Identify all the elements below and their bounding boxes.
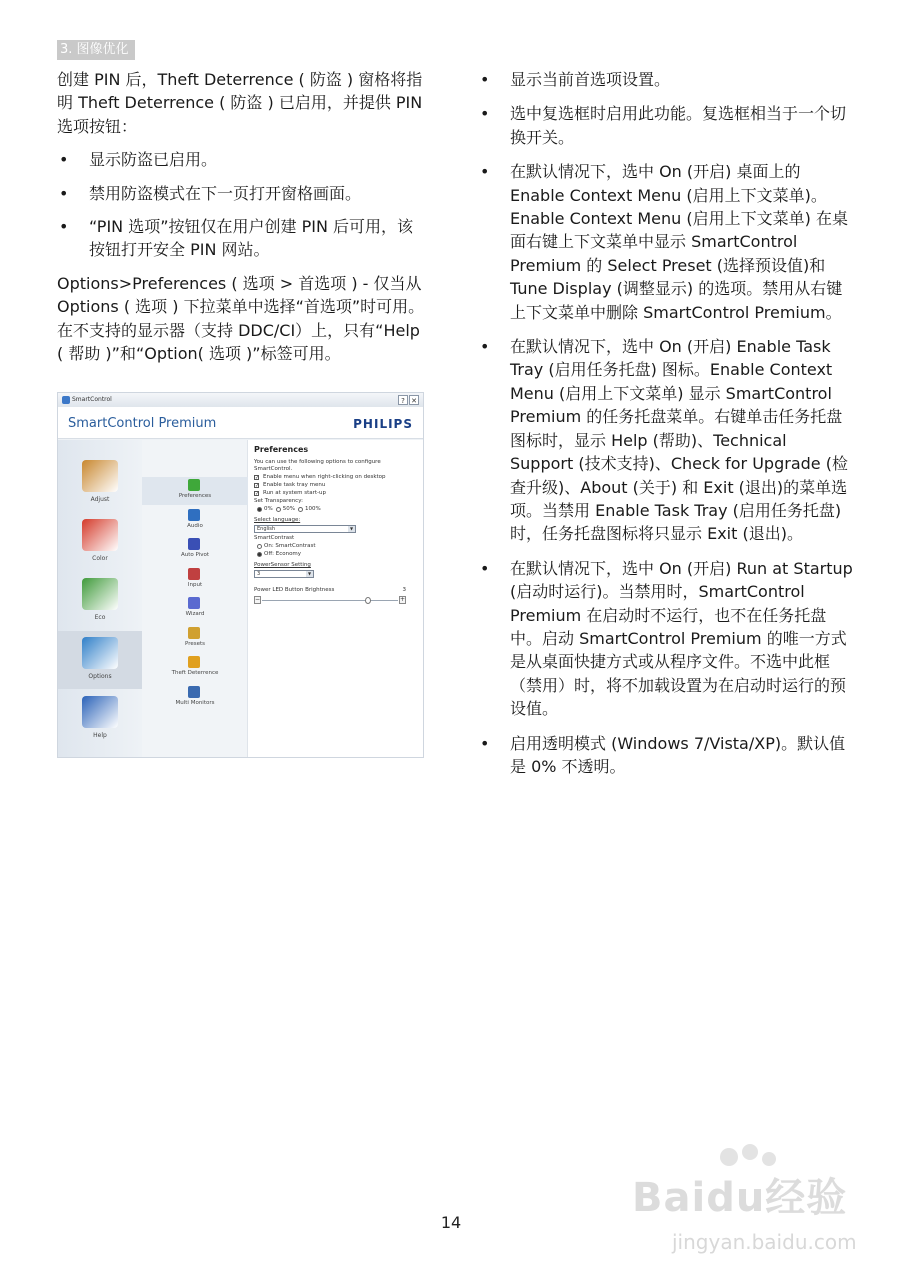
- left-column: [57, 68, 427, 365]
- language-select[interactable]: [254, 525, 356, 533]
- sub-item-label: Multi Monitors: [175, 699, 215, 706]
- input-icon: [188, 568, 200, 580]
- list-item: • 启用透明模式 (Windows 7/Vista/XP)。默认值是 0% 不透明。: [478, 732, 853, 779]
- baidu-watermark: [632, 1148, 862, 1268]
- nav-item-color[interactable]: [58, 513, 142, 571]
- close-button[interactable]: ✕: [409, 395, 419, 405]
- theft-deterrence-icon: [188, 656, 200, 668]
- panel-description: You can use the following options to configure SmartControl.: [254, 459, 381, 472]
- options-icon: [82, 637, 118, 669]
- checkbox-label: Run at system start-up: [263, 490, 326, 496]
- powersensor-label: PowerSensor Setting: [254, 562, 311, 568]
- presets-icon: [188, 627, 200, 639]
- radio-icon[interactable]: [257, 552, 262, 557]
- intro-paragraph: 创建 PIN 后，Theft Deterrence ( 防盗 ) 窗格将指明 Theft Deterrence ( 防盗 ) 已启用，并提供 PIN 选项按钮：: [57, 70, 423, 136]
- slider-track[interactable]: [262, 600, 398, 601]
- nav-sidebar: [58, 440, 142, 757]
- checkbox-task-tray[interactable]: [254, 482, 419, 489]
- options-heading: Options>Preferences ( 选项 > 首选项 ): [57, 273, 358, 293]
- checkbox-icon[interactable]: ✓: [255, 491, 260, 497]
- product-name: SmartControl Premium: [68, 416, 217, 431]
- led-brightness-label: Power LED Button Brightness: [254, 587, 335, 593]
- nav-item-help[interactable]: [58, 690, 142, 748]
- list-item: • 显示防盗已启用。: [57, 148, 427, 171]
- paw-icon: [762, 1152, 776, 1166]
- plus-icon[interactable]: +: [400, 596, 406, 603]
- color-icon: [82, 519, 118, 551]
- window-titlebar: [58, 393, 423, 407]
- led-brightness-row: [254, 587, 406, 594]
- checkbox-label: Enable task tray menu: [263, 482, 326, 488]
- minus-icon[interactable]: −: [255, 596, 261, 603]
- section-tag: 3. 图像优化: [57, 40, 135, 60]
- smartcontrol-window: [57, 392, 424, 758]
- sub-item-label: Auto Pivot: [180, 552, 210, 558]
- radio-label: 100%: [304, 506, 321, 512]
- sub-item-label: Input: [187, 581, 203, 588]
- language-label: Select language:: [254, 517, 301, 523]
- powersensor-value: 3: [257, 571, 261, 577]
- help-button[interactable]: ?: [398, 395, 408, 405]
- language-value: English: [257, 526, 276, 532]
- nav-item-label: Eco: [94, 614, 106, 621]
- sub-item-theft-deterrence[interactable]: [142, 654, 248, 682]
- auto-pivot-icon: [188, 538, 200, 550]
- radio-label: On: SmartContrast: [264, 543, 316, 549]
- paw-icon: [720, 1148, 738, 1166]
- smartcontrast-off-option[interactable]: [254, 551, 419, 558]
- watermark-url: jingyan.baidu.com: [672, 1230, 857, 1254]
- window-title: SmartControl: [72, 396, 112, 403]
- chevron-down-icon[interactable]: ▼: [349, 526, 354, 531]
- multi-monitors-icon: [188, 686, 200, 698]
- list-item: • 禁用防盗模式在下一页打开窗格画面。: [57, 182, 427, 205]
- sub-item-multi-monitors[interactable]: [142, 684, 248, 712]
- watermark-text: Baidu经验: [632, 1175, 848, 1221]
- wizard-icon: [188, 597, 200, 609]
- eco-icon: [82, 578, 118, 610]
- options-body: - 仅当从 Options ( 选项 ) 下拉菜单中选择“首选项”时可用。在不支持的显示器（支持 DDC/CI）上，只有“Help ( 帮助 )”和“Option( 选项 )”标签可用。: [57, 273, 425, 364]
- audio-icon: [188, 509, 200, 521]
- nav-item-label: Adjust: [90, 496, 110, 503]
- sub-item-preferences[interactable]: [142, 477, 248, 505]
- checkbox-context-menu[interactable]: [254, 474, 419, 481]
- page-number: 14: [440, 1213, 462, 1232]
- powersensor-select[interactable]: [254, 570, 314, 578]
- left-bullet-list: [57, 148, 427, 262]
- sub-item-wizard[interactable]: [142, 595, 248, 623]
- led-brightness-value: 3: [402, 587, 406, 593]
- sub-menu: [142, 440, 248, 757]
- list-item: • 在默认情况下，选中 On (开启) Enable Task Tray (启用任务托盘) 图标。Enable Context Menu (启用上下文菜单) 显示 SmartControl Premium 的任务托盘菜单。右键单击任务托盘图标时，显示 Help (帮助)、Technical Support (技术支持)、Check for Upgrade (检查升级)、About (关于) 和 Exit (退出)的菜单选项。当禁用 Enable Task Tray (启用任务托盘) 时，任务托盘图标将只显示 Exit (退出)。: [478, 335, 853, 546]
- app-icon: [62, 396, 70, 404]
- smartcontrast-label: SmartContrast: [254, 535, 295, 541]
- right-bullet-list: [478, 68, 853, 778]
- transparency-label: Set Transparency:: [254, 498, 303, 504]
- slider-thumb[interactable]: [365, 597, 371, 604]
- radio-icon[interactable]: [276, 507, 281, 512]
- sub-item-label: Theft Deterrence: [171, 670, 219, 676]
- list-item: • 显示当前首选项设置。: [478, 68, 853, 91]
- radio-icon[interactable]: [257, 507, 262, 512]
- paw-icon: [742, 1144, 758, 1160]
- chevron-down-icon[interactable]: ▼: [307, 571, 312, 576]
- help-icon: [82, 696, 118, 728]
- nav-item-adjust[interactable]: [58, 454, 142, 512]
- options-paragraph: [57, 272, 427, 366]
- sub-item-label: Presets: [184, 640, 205, 647]
- app-header: [58, 407, 423, 439]
- nav-item-options[interactable]: [58, 631, 142, 689]
- radio-icon[interactable]: [257, 544, 262, 549]
- preferences-icon: [188, 479, 200, 491]
- checkbox-icon[interactable]: ✓: [255, 475, 260, 481]
- preferences-panel: [254, 446, 419, 606]
- panel-title: Preferences: [254, 445, 309, 454]
- sub-item-input[interactable]: [142, 566, 248, 594]
- app-main: [58, 440, 423, 757]
- sub-item-label: Audio: [187, 522, 203, 529]
- checkbox-icon[interactable]: ✓: [255, 483, 260, 489]
- nav-item-label: Options: [88, 673, 112, 680]
- led-brightness-slider[interactable]: [254, 596, 406, 606]
- checkbox-label: Enable menu when right-clicking on desktop: [263, 474, 386, 480]
- sub-item-auto-pivot[interactable]: [142, 536, 248, 564]
- transparency-radio-group: [254, 506, 419, 513]
- radio-label: 50%: [282, 506, 295, 512]
- sub-item-audio[interactable]: [142, 507, 248, 535]
- list-item: • 在默认情况下，选中 On (开启) Run at Startup (启动时运行)。当禁用时，SmartControl Premium 在启动时不运行，也不在任务托盘中。启动 SmartControl Premium 的唯一方式是从桌面快捷方式或从程序文件。不选中此框（禁用）时，将不加载设置为在启动时运行的预设值。: [478, 557, 853, 721]
- nav-item-label: Help: [93, 732, 107, 739]
- sub-item-presets[interactable]: [142, 625, 248, 653]
- titlebar-buttons: [397, 395, 419, 406]
- list-item: • 选中复选框时启用此功能。复选框相当于一个切换开关。: [478, 102, 853, 149]
- philips-logo: PHILIPS: [353, 417, 413, 431]
- list-item: • 在默认情况下，选中 On (开启) 桌面上的 Enable Context Menu (启用上下文菜单)。Enable Context Menu (启用上下文菜单) 在桌面右键上下文菜单中显示 SmartControl Premium 的 Select Preset (选择预设值)和 Tune Display (调整显示) 的选项。禁用从右键上下文菜单中删除 SmartControl Premium。: [478, 160, 853, 324]
- nav-item-label: Color: [92, 555, 108, 562]
- sub-item-label: Wizard: [185, 611, 205, 617]
- adjust-icon: [82, 460, 118, 492]
- radio-label: 0%: [264, 506, 273, 512]
- sub-item-label: Preferences: [178, 493, 212, 499]
- radio-label: Off: Economy: [264, 551, 302, 557]
- right-column: [478, 68, 853, 789]
- checkbox-run-startup[interactable]: [254, 490, 419, 497]
- list-item: • “PIN 选项”按钮仅在用户创建 PIN 后可用，该按钮打开安全 PIN 网站。: [57, 215, 427, 262]
- radio-icon[interactable]: [298, 507, 303, 512]
- smartcontrast-on-option[interactable]: [254, 543, 419, 550]
- nav-item-eco[interactable]: [58, 572, 142, 630]
